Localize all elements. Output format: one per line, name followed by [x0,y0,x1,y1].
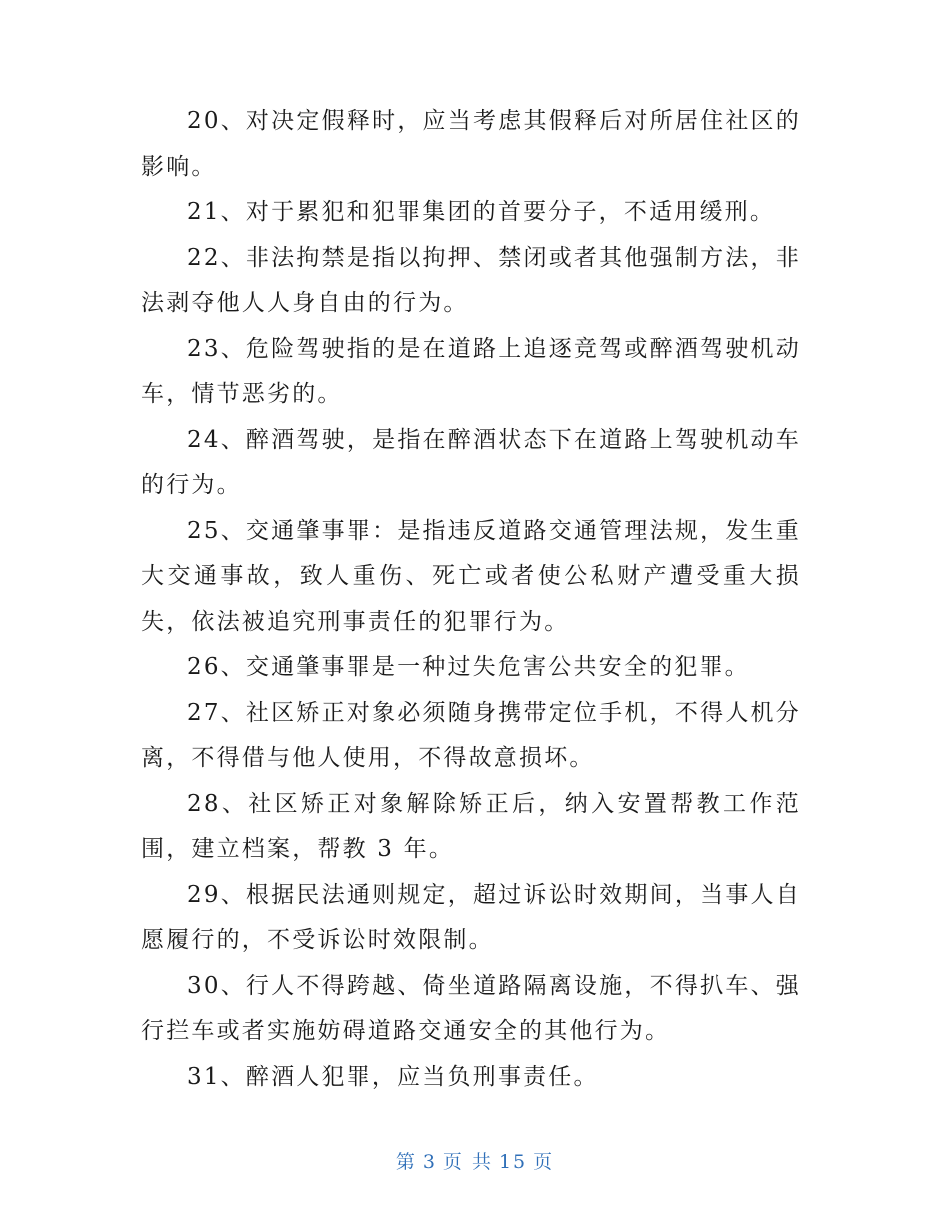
paragraph-20: 20、对决定假释时，应当考虑其假释后对所居住社区的影响。 [141,108,801,180]
paragraph-31: 31、醉酒人犯罪，应当负刑事责任。 [187,1063,599,1090]
footer-prefix: 第 [395,1151,417,1173]
footer-suffix: 页 [533,1151,555,1173]
paragraph-30: 30、行人不得跨越、倚坐道路隔离设施，不得扒车、强行拦车或者实施妨碍道路交通安全的其他行为。 [141,972,801,1044]
paragraph-25: 25、交通肇事罪：是指违反道路交通管理法规，发生重大交通事故，致人重伤、死亡或者使公私财产遭受重大损失，依法被追究刑事责任的犯罪行为。 [141,517,801,635]
paragraph-21: 21、对于累犯和犯罪集团的首要分子，不适用缓刑。 [187,199,776,225]
total-pages-number: 15 [498,1151,528,1173]
paragraph-29: 29、根据民法通则规定，超过诉讼时效期间，当事人自愿履行的，不受诉讼时效限制。 [141,881,801,953]
page-body [141,99,801,1100]
current-page-number: 3 [422,1151,437,1173]
page-footer [0,1148,950,1176]
footer-middle: 页 共 [442,1151,493,1173]
paragraph-28: 28、社区矫正对象解除矫正后，纳入安置帮教工作范围，建立档案，帮教 3 年。 [141,790,801,862]
paragraph-23: 23、危险驾驶指的是在道路上追逐竞驾或醉酒驾驶机动车，情节恶劣的。 [141,335,801,407]
paragraph-26: 26、交通肇事罪是一种过失危害公共安全的犯罪。 [187,654,750,680]
paragraph-24: 24、醉酒驾驶，是指在醉酒状态下在道路上驾驶机动车的行为。 [141,426,801,498]
paragraph-22: 22、非法拘禁是指以拘押、禁闭或者其他强制方法，非法剥夺他人人身自由的行为。 [141,244,801,316]
paragraph-27: 27、社区矫正对象必须随身携带定位手机，不得人机分离，不得借与他人使用，不得故意损坏。 [141,699,801,771]
